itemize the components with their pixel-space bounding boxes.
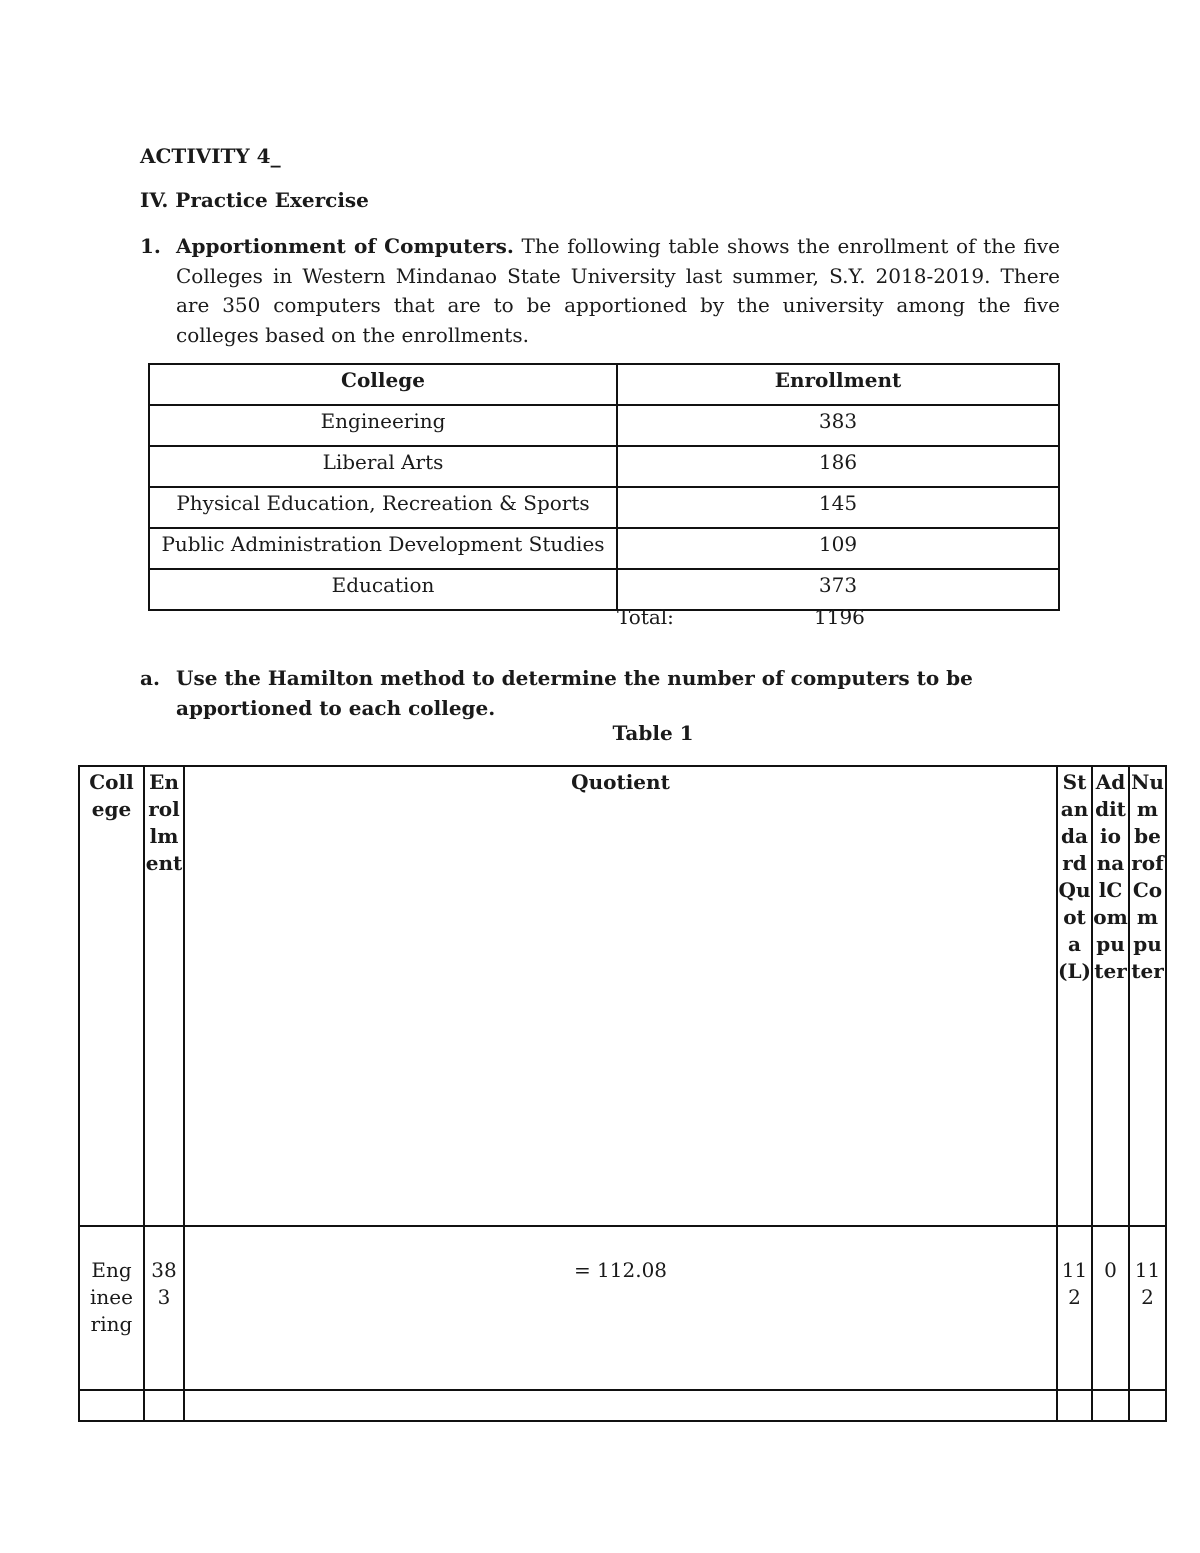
enrollment-value: 186 — [617, 446, 1059, 487]
college-name: Eng inee ring — [90, 1258, 133, 1336]
table1-caption: Table 1 — [612, 721, 694, 745]
empty-cell — [1092, 1390, 1129, 1421]
section-title: IV. Practice Exercise — [140, 188, 369, 212]
total-value: 1196 — [814, 605, 865, 629]
header-standard-quota: Standard Quota(L) — [1058, 770, 1091, 983]
quotient-value: = 112.08 — [573, 1258, 668, 1282]
question-a — [140, 663, 1060, 723]
empty-cell — [79, 1390, 144, 1421]
problem-statement — [140, 232, 1060, 350]
table-row-empty — [79, 1390, 1166, 1421]
empty-cell — [144, 1390, 184, 1421]
enrollment-value: 383 — [617, 405, 1059, 446]
college-name: Public Administration Development Studies — [149, 528, 617, 569]
empty-cell — [1057, 1390, 1092, 1421]
question-text: Use the Hamilton method to determine the number of computers to be apportioned to each college. — [176, 666, 973, 720]
college-name: Education — [149, 569, 617, 610]
table-row — [149, 405, 1059, 446]
table-row — [149, 569, 1059, 610]
table-row — [149, 528, 1059, 569]
number-of-computer-value: 112 — [1134, 1258, 1161, 1309]
problem-lead: Apportionment of Computers. — [176, 234, 514, 258]
header-college: Coll ege — [89, 770, 134, 821]
table-row — [149, 446, 1059, 487]
enrollment-value: 373 — [617, 569, 1059, 610]
total-label: Total: — [617, 605, 674, 629]
enrollment-table — [148, 363, 1060, 611]
problem-text: The following table shows the enrollment of the five Colleges in Western Mindanao State University last summer, S.Y. 2018-2019. There are 350 computers that are to be apportioned by the university among the five colleges based on the enrollments. — [176, 234, 1060, 347]
header-college: College — [149, 364, 617, 405]
header-enrollment: Enrollment — [145, 770, 183, 875]
college-name: Engineering — [149, 405, 617, 446]
header-number-of-computer: NumberofComputer — [1131, 770, 1164, 983]
college-name: Physical Education, Recreation & Sports — [149, 487, 617, 528]
enrollment-value: 145 — [617, 487, 1059, 528]
table-row — [149, 487, 1059, 528]
college-name: Liberal Arts — [149, 446, 617, 487]
question-letter: a. — [140, 666, 160, 690]
table-header-row — [149, 364, 1059, 405]
activity-title: ACTIVITY 4_ — [140, 144, 281, 168]
hamilton-header-row — [79, 766, 1166, 1226]
table-row — [79, 1226, 1166, 1390]
header-additional-computer: AdditionalComputer — [1093, 770, 1128, 983]
header-enrollment: Enrollment — [617, 364, 1059, 405]
enrollment-value: 109 — [617, 528, 1059, 569]
empty-cell — [1129, 1390, 1166, 1421]
hamilton-table — [78, 765, 1167, 1422]
empty-cell — [184, 1390, 1057, 1421]
problem-number: 1. — [140, 234, 161, 258]
standard-quota-value: 112 — [1061, 1258, 1088, 1309]
additional-computer-value: 0 — [1104, 1258, 1117, 1282]
header-quotient: Quotient — [571, 770, 670, 794]
enrollment-value: 383 — [151, 1258, 177, 1309]
